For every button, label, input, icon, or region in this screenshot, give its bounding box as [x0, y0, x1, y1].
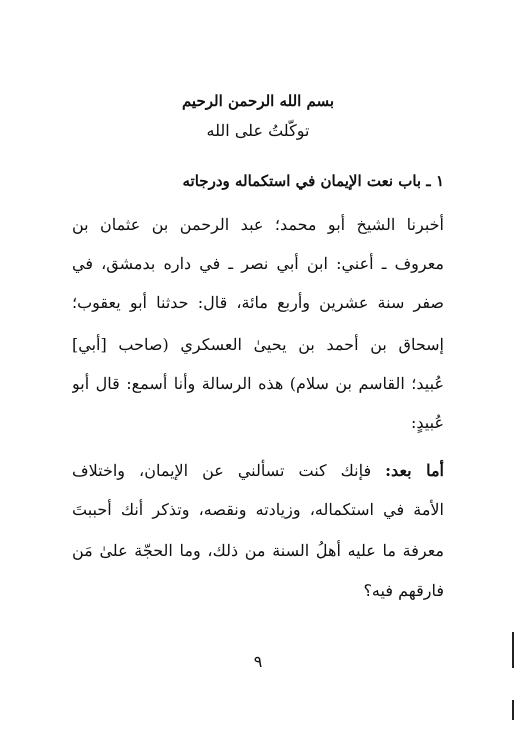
scan-edge-mark: [512, 632, 514, 668]
section-heading: ١ ـ باب نعت الإيمان في استكماله ودرجاته: [182, 172, 444, 190]
paragraph1-line-4: إسحاق بن أحمد بن يحيىٰ العسكري (صاحب [أبي]: [72, 335, 444, 354]
paragraph2-line-1-text: فإنك كنت تسألني عن الإيمان، واختلاف: [72, 461, 386, 480]
tawakkul-line: توكّلتُ على الله: [206, 121, 310, 140]
paragraph2-line-3: معرفة ما عليه أهلُ السنة من ذلك، وما الحجّة علىٰ مَن: [72, 541, 444, 560]
basmala-line: بسم الله الرحمن الرحيم: [181, 92, 335, 110]
paragraph1-line-3: صفر سنة عشرين وأربع مائة، قال: حدثنا أبو يعقوب؛: [72, 293, 444, 312]
paragraph1-line-1: أخبرنا الشيخ أبو محمد؛ عبد الرحمن بن عثمان بن: [72, 215, 444, 234]
paragraph1-line-5: عُبيد؛ القاسم بن سلام) هذه الرسالة وأنا أسمع: قال أبو: [72, 374, 444, 393]
paragraph2-lead: أما بعد:: [385, 461, 444, 480]
paragraph2-line-1: [72, 456, 444, 486]
paragraph1-line-6: عُبيدٍ:: [411, 413, 444, 432]
paragraph2-line-2: الأمة في استكماله، وزيادته ونقصه، وتذكر أنك أحببتَ: [72, 500, 444, 519]
paragraph2-line-4: فارقهم فيه؟: [363, 581, 444, 600]
scan-edge-mark: [512, 700, 514, 720]
page-number: ٩: [253, 652, 263, 671]
paragraph1-line-2: معروف ـ أعني: ابن أبي نصر ـ في داره بدمشق، في: [72, 254, 444, 273]
